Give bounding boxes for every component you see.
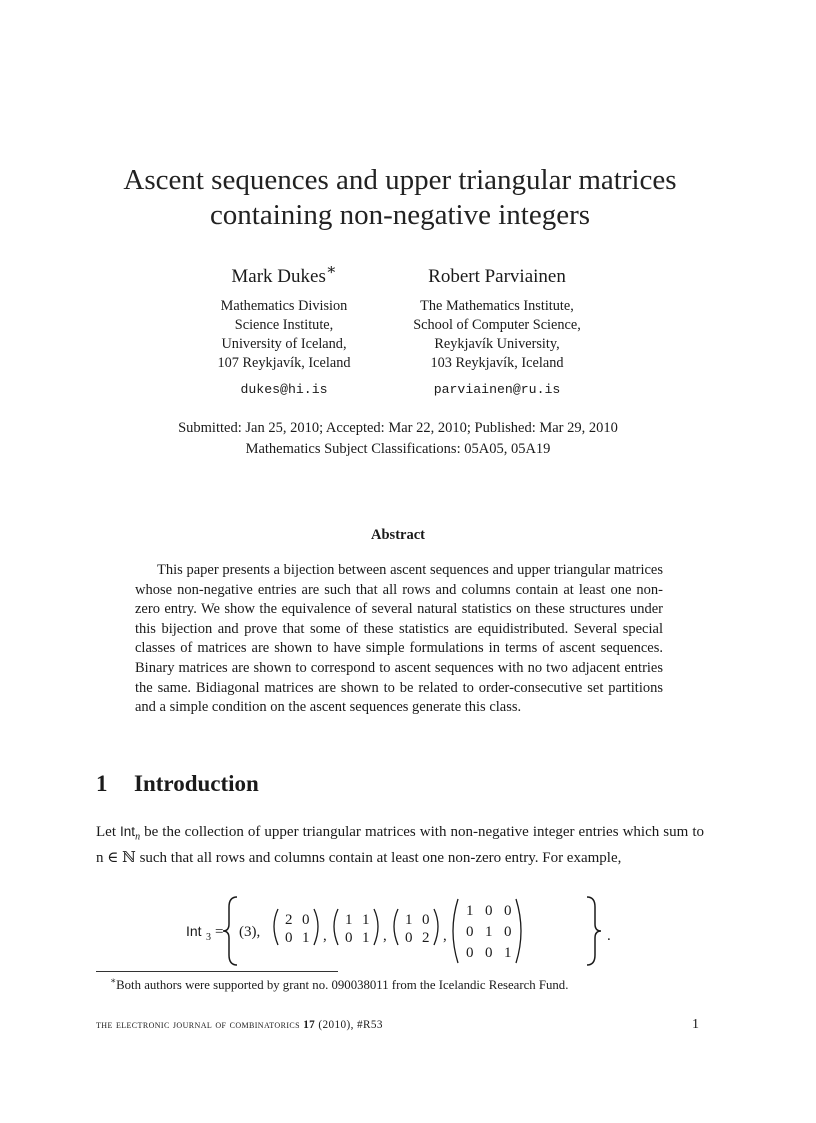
matrix-cell: 2	[422, 930, 430, 946]
paper-title	[0, 163, 800, 233]
eq-lhs-int: Int	[186, 923, 202, 939]
journal-issue: (2010), #R53	[318, 1019, 383, 1031]
title-line-2: containing non-negative integers	[209, 199, 591, 231]
matrix-cell: 1	[345, 912, 353, 928]
matrix-cell: 1	[302, 930, 310, 946]
intro-paragraph	[96, 822, 704, 869]
int-subscript: n	[135, 831, 141, 843]
matrix-cell: 1	[405, 912, 413, 928]
footnote-rule	[96, 971, 338, 972]
matrix-cell: 0	[485, 945, 493, 961]
eq-lhs-sub: 3	[206, 932, 211, 943]
abstract-text: This paper presents a bijection between ascent sequences and upper triangular matrices whose non-negative entries are such that all rows and columns contain at least one non-zero entry. We show the equivalence of several natural statistics on these structures under this bijection and prove that some of these statistics are equidistributed. Several special classes of matrices are shown to have simple formulations in terms of ascent sequences. Binary matrices are shown to correspond to ascent sequences with no two adjacent entries the same. Bidiagonal matrices are shown to be related to order-consecutive set partitions and a simple condition on the ascent sequences generate this class.	[135, 562, 663, 716]
submission-dates: Submitted: Jan 25, 2010; Accepted: Mar 22, 2010; Published: Mar 29, 2010	[178, 420, 618, 436]
journal-volume: 17	[303, 1019, 316, 1031]
example-equation	[186, 893, 626, 969]
author-affiliation-line: The Mathematics Institute,	[420, 298, 574, 314]
section-title: Introduction	[134, 771, 259, 796]
title-line-1: Ascent sequences and upper triangular matrices	[123, 164, 677, 196]
author-affiliation-line: Mathematics Division	[220, 298, 348, 314]
author-name: Robert Parviainen	[428, 266, 566, 287]
intro-text-post: be the collection of upper triangular matrices with non-negative integer entries which sum to n ∈ ℕ such that all rows and columns contain at least one non-zero entry. For example,	[96, 824, 704, 867]
right-brace	[587, 897, 601, 965]
journal-name: the electronic journal of combinatorics	[96, 1019, 300, 1031]
section-number: 1	[96, 771, 108, 796]
matrix-cell: 1	[485, 924, 493, 940]
footnote	[110, 977, 568, 993]
matrix-cell: 2	[285, 912, 293, 928]
eq-final-period: .	[607, 928, 611, 944]
eq-comma: ,	[383, 928, 387, 944]
eq-comma: ,	[443, 928, 447, 944]
matrix-cell: 0	[422, 912, 430, 928]
author-email[interactable]: parviainen@ru.is	[433, 382, 561, 397]
matrix-cell: 0	[485, 903, 493, 919]
author-name: Mark Dukes∗	[231, 261, 337, 287]
matrix-1-right-paren	[314, 909, 318, 945]
author-footnote-mark: ∗	[325, 261, 337, 279]
author-affiliation-line: 103 Reykjavík, Iceland	[430, 355, 564, 371]
section-heading	[96, 771, 259, 797]
abstract-heading: Abstract	[371, 527, 425, 543]
matrix-cell: 0	[405, 930, 413, 946]
matrix-cell: 0	[504, 924, 512, 940]
matrix-cell: 0	[504, 903, 512, 919]
author-block-dukes	[200, 261, 368, 397]
footnote-text: Both authors were supported by grant no. 090038011 from the Icelandic Research Fund.	[116, 978, 569, 992]
author-affiliation-line: Reykjavík University,	[434, 336, 560, 352]
matrix-cell: 0	[345, 930, 353, 946]
author-email[interactable]: dukes@hi.is	[240, 382, 328, 397]
matrix-2-left-paren	[334, 909, 338, 945]
eq-equals: =	[215, 924, 224, 940]
matrix-cell: 0	[466, 945, 474, 961]
left-brace	[223, 897, 237, 965]
eq-comma: ,	[323, 928, 327, 944]
intro-text-pre: Let	[96, 824, 116, 840]
author-affiliation-line: 107 Reykjavík, Iceland	[217, 355, 351, 371]
author-affiliation-line: Science Institute,	[234, 317, 334, 333]
int-symbol: Int$_n$	[120, 824, 141, 843]
matrix-4-left-paren	[453, 899, 458, 963]
matrix-4-right-paren	[516, 899, 521, 963]
matrix-1-left-paren	[274, 909, 278, 945]
matrix-cell: 0	[302, 912, 310, 928]
author-affiliation-line: School of Computer Science,	[413, 317, 581, 333]
matrix-3-right-paren	[434, 909, 438, 945]
matrix-cell: 1	[466, 903, 474, 919]
matrix-cell: 1	[362, 912, 370, 928]
matrix-cell: 0	[285, 930, 293, 946]
matrix-cell: 1	[362, 930, 370, 946]
matrix-2-right-paren	[374, 909, 378, 945]
journal-footer	[96, 1019, 383, 1031]
matrix-3-left-paren	[394, 909, 398, 945]
author-block-parviainen	[398, 265, 596, 397]
subject-classifications: Mathematics Subject Classifications: 05A05, 05A19	[245, 441, 551, 457]
equation-figure	[186, 893, 626, 969]
page-number: 1	[692, 1017, 699, 1032]
footnote-mark: ∗	[110, 975, 117, 986]
eq-first-element: (3),	[239, 924, 261, 940]
author-affiliation-line: University of Iceland,	[221, 336, 347, 352]
matrix-cell: 1	[504, 945, 512, 961]
matrix-cell: 0	[466, 924, 474, 940]
